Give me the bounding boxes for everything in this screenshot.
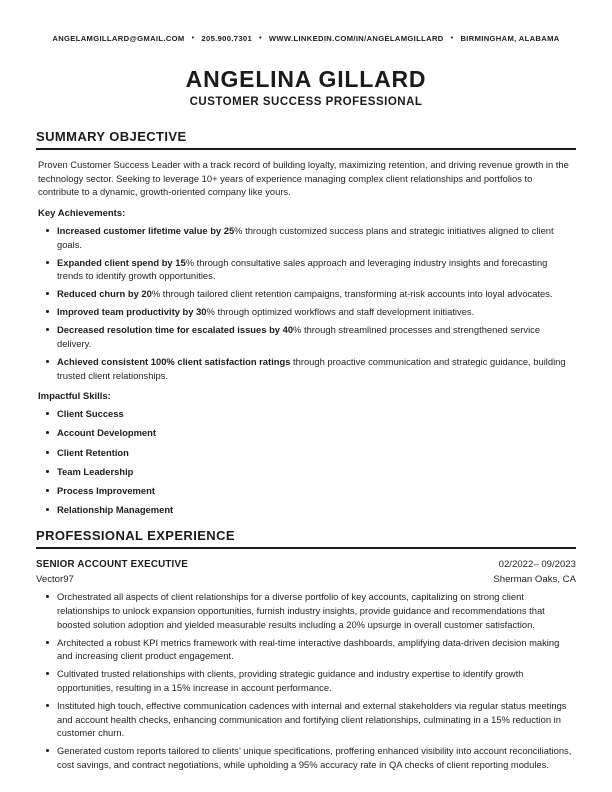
job-header xyxy=(36,559,576,570)
bullet-dot xyxy=(46,328,49,331)
skill-text: Relationship Management xyxy=(57,503,174,515)
job-dates: 02/2022– 09/2023 xyxy=(498,559,576,571)
experience-bullet-text: Instituted high touch, effective communication cadences with internal and external stakeholders via regular status meetings and account health checks, enhancing communication and fortifying client relationships, culminating in a 15% reduction in customer churn. xyxy=(57,700,567,739)
job-company: Vector97 xyxy=(36,574,74,586)
separator-dot: • xyxy=(191,35,195,42)
achievement-item xyxy=(46,224,576,251)
contact-location: BIRMINGHAM, ALABAMA xyxy=(460,34,560,43)
achievement-item xyxy=(46,287,576,301)
separator-dot: • xyxy=(450,35,454,42)
experience-bullet-item xyxy=(46,636,576,663)
skill-text: Team Leadership xyxy=(57,465,134,477)
skills-list xyxy=(36,407,576,516)
bullet-dot xyxy=(46,412,49,415)
bullet-dot xyxy=(46,451,49,454)
achievement-text: Expanded client spend by 15% through consultative sales approach and leveraging industry insights and forecasting trends to identify growth opportunities. xyxy=(57,256,548,282)
contact-bar xyxy=(36,34,576,43)
experience-bullet-item xyxy=(46,590,576,631)
experience-bullet-item xyxy=(46,699,576,740)
achievements-list xyxy=(36,224,576,382)
job-subheader xyxy=(36,574,576,585)
skill-text: Process Improvement xyxy=(57,484,155,496)
achievement-item xyxy=(46,256,576,283)
bullet-dot xyxy=(46,292,49,295)
skill-item xyxy=(46,407,576,421)
bullet-dot xyxy=(46,641,49,644)
key-achievements-label: Key Achievements: xyxy=(38,207,126,219)
candidate-name: ANGELINA GILLARD xyxy=(185,66,427,92)
achievement-text: Achieved consistent 100% client satisfaction ratings through proactive communication and strategic guidance, building trusted client relationships. xyxy=(57,356,566,381)
bullet-dot xyxy=(46,595,49,598)
achievement-text: Improved team productivity by 30% through optimized workflows and staff development initiatives. xyxy=(57,306,475,318)
job-title: SENIOR ACCOUNT EXECUTIVE xyxy=(36,559,188,571)
bullet-dot xyxy=(46,360,49,363)
skill-item xyxy=(46,484,576,498)
separator-dot: • xyxy=(259,35,262,42)
achievement-item xyxy=(46,305,576,319)
bullet-dot xyxy=(46,229,49,232)
achievement-text: Increased customer lifetime value by 25% through customized success plans and strategic initiatives aligned to client goals. xyxy=(57,224,554,250)
job-location: Sherman Oaks, CA xyxy=(493,574,576,586)
skill-text: Client Retention xyxy=(57,446,129,458)
achievement-text: Decreased resolution time for escalated issues by 40% through streamlined processes and strengthened service delivery. xyxy=(57,324,541,350)
section-heading-experience: PROFESSIONAL EXPERIENCE xyxy=(36,528,576,549)
experience-bullet-text: Generated custom reports tailored to clients’ unique specifications, proffering enhanced visibility into account reconciliations, cost savings, and contract negotiations, while upholding a 95% accuracy rate in QA checks of client reporting modules. xyxy=(57,745,572,770)
experience-section xyxy=(36,528,576,771)
candidate-title: CUSTOMER SUCCESS PROFESSIONAL xyxy=(189,96,423,109)
bullet-dot xyxy=(46,704,49,707)
contact-phone: 205.900.7301 xyxy=(201,34,253,43)
experience-bullet-text: Cultivated trusted relationships with clients, providing strategic guidance and industry expertise to identify growth opportunities, resulting in a 15% increase in account performance. xyxy=(57,668,524,693)
skill-item xyxy=(46,446,576,460)
achievement-item xyxy=(46,355,576,382)
section-heading-summary: SUMMARY OBJECTIVE xyxy=(36,129,576,150)
contact-email: ANGELAMGILLARD@GMAIL.COM xyxy=(52,34,185,43)
contact-linkedin: WWW.LINKEDIN.COM/IN/ANGELAMGILLARD xyxy=(268,34,444,43)
summary-section xyxy=(36,129,576,516)
skill-item xyxy=(46,503,576,517)
skill-item xyxy=(46,426,576,440)
impactful-skills-label: Impactful Skills: xyxy=(38,391,111,403)
experience-bullets-list xyxy=(36,590,576,771)
bullet-dot xyxy=(46,431,49,434)
experience-bullet-item xyxy=(46,667,576,694)
achievement-text: Reduced churn by 20% through tailored client retention campaigns, transforming at-risk accounts into loyal advocates. xyxy=(57,288,553,300)
bullet-dot xyxy=(46,261,49,264)
bullet-dot xyxy=(46,508,49,511)
bullet-dot xyxy=(46,749,49,752)
skill-text: Client Success xyxy=(57,408,124,420)
summary-paragraph: Proven Customer Success Leader with a track record of building loyalty, maximizing retention, and driving revenue growth in the technology sector. Seeking to leverage 10+ years of experience managing complex client relationships and portfolios to contribute to a dynamic, growth-oriented company like yours. xyxy=(38,159,569,198)
skill-text: Account Development xyxy=(57,427,156,439)
experience-bullet-text: Orchestrated all aspects of client relationships for a diverse portfolio of key accounts, capitalizing on strong client relationships to unlock expansion opportunities, furnish industry insights, provide guidance and recommendations that boosted solution adoption and yielded measurable results including a 20% upsurge in overall customer satisfaction. xyxy=(57,591,545,630)
experience-bullet-item xyxy=(46,744,576,771)
bullet-dot xyxy=(46,470,49,473)
bullet-dot xyxy=(46,672,49,675)
achievement-item xyxy=(46,323,576,350)
skill-item xyxy=(46,465,576,479)
bullet-dot xyxy=(46,310,49,313)
experience-bullet-text: Architected a robust KPI metrics framework with real-time interactive dashboards, amplifying data-driven decision making and increasing client product engagement. xyxy=(57,636,560,662)
bullet-dot xyxy=(46,489,49,492)
